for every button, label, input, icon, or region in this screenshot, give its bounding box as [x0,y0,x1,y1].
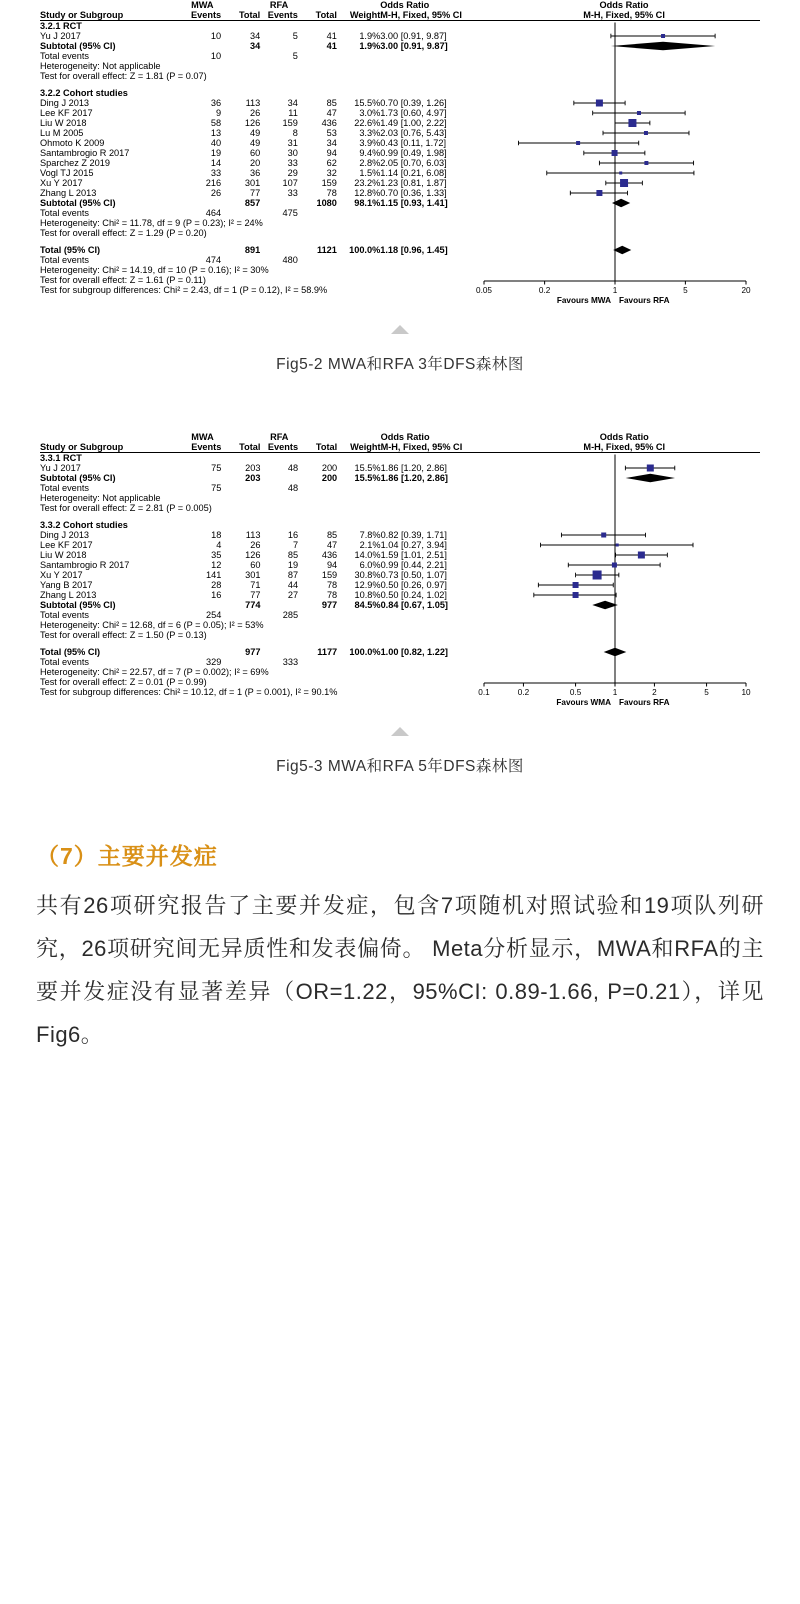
row-total1: 113 [245,98,261,108]
row-total2: 78 [326,590,338,600]
row-total1: 34 [249,31,261,41]
row-study: Ding J 2013 [40,530,90,540]
row-weight: 12.9% [354,580,381,590]
row-events2: 48 [287,463,299,473]
row-events2 [260,245,298,255]
header-or-sub: M-H, Fixed, 95% CI [380,442,463,452]
row-total2: 41 [326,41,337,51]
total-events-row: Total events 10 5 [40,51,298,61]
row-events2: 33 [287,158,298,168]
header-plot-sub: M-H, Fixed, 95% CI [583,10,665,20]
row-events2: 44 [287,580,299,590]
subgroup-heading-row [40,520,760,530]
table-row [40,98,760,108]
row-study: Ding J 2013 [40,98,90,108]
table-row [40,178,760,188]
row-weight: 30.8% [354,570,381,580]
row-weight: 10.8% [354,590,381,600]
row-events1 [184,600,222,610]
row-total1: 301 [244,178,261,188]
row-or-ci: 0.70 [0.39, 1.26] [380,98,447,108]
row-total2: 32 [326,168,337,178]
table-header-groups [40,0,760,10]
header-group2: RFA [269,0,289,10]
row-weight: 1.9% [359,41,381,51]
svg-text:10: 10 [741,688,751,697]
svg-text:0.2: 0.2 [538,286,551,295]
row-total2: 1177 [317,647,338,657]
table-header-cols [40,10,760,21]
row-events1: 58 [210,118,222,128]
row-total1: 857 [244,198,261,208]
row-or-ci: 1.49 [1.00, 2.22] [380,118,447,128]
row-or-ci: 0.82 [0.39, 1.71] [380,530,447,540]
row-events1: 26 [210,188,222,198]
table-header-cols [40,442,760,453]
row-study: Liu W 2018 [40,550,87,560]
statistic-note-row: Test for overall effect: Z = 0.01 (P = 0.99) [40,677,207,687]
header-or: Odds Ratio [380,0,430,10]
table-row [40,600,760,610]
axis-spacer [40,295,760,299]
row-total2: 78 [326,580,338,590]
row-total1: 49 [249,138,261,148]
row-total2: 53 [326,128,337,138]
row-study: Santambrogio R 2017 [40,148,130,158]
row-events1: 35 [211,550,222,560]
row-or-ci: 1.59 [1.01, 2.51] [380,550,447,560]
row-weight: 15.5% [354,98,381,108]
row-events1 [184,41,222,51]
row-events2: 87 [287,570,299,580]
row-weight: 22.6% [354,118,381,128]
row-total1: 34 [249,41,261,51]
row-study: Xu Y 2017 [40,178,83,188]
row-total2: 200 [321,473,338,483]
header-weight: Weight [350,442,381,452]
row-events2: 159 [282,118,298,128]
table-row [40,128,760,138]
section-paragraph: 共有26项研究报告了主要并发症，包含7项随机对照试验和19项队列研究，26项研究间无异质性和发表偏倚。 Meta分析显示，MWA和RFA的主要并发症没有显著差异（OR=1.22，95%CI: 0.89-1.66, P=0.21），详见Fig6。 [36,893,764,1047]
row-events2: 85 [287,550,299,560]
row-events2 [260,473,298,483]
header-events1: Events [191,442,222,452]
row-weight: 15.5% [354,473,381,483]
subgroup-title: 3.3.1 RCT [40,453,82,463]
header-study: Study or Subgroup [40,442,124,452]
row-total1: 77 [249,188,261,198]
row-study: Ohmoto K 2009 [40,138,105,148]
subgroup-heading-row [40,88,760,98]
table-row [40,108,760,118]
row-weight: 1.5% [359,168,381,178]
statistic-note-row: Test for overall effect: Z = 1.29 (P = 0.20) [40,228,207,238]
svg-text:0.5: 0.5 [569,688,582,697]
row-total1: 20 [249,158,261,168]
row-or-ci: 1.00 [0.82, 1.22] [380,647,448,657]
figure-fig5-2 [0,0,800,374]
row-total2: 159 [321,570,338,580]
row-total1: 71 [250,580,261,590]
statistic-note-row: Heterogeneity: Not applicable [40,61,161,71]
row-total1: 977 [245,647,261,657]
table-row [40,198,760,208]
row-events1 [184,245,222,255]
row-or-ci: 0.99 [0.44, 2.21] [380,560,447,570]
row-total2: 1080 [316,198,337,208]
subgroup-heading-row [40,453,760,464]
row-events2: 19 [287,560,299,570]
table-row [40,245,760,255]
table-row [40,158,760,168]
row-total2: 78 [326,188,337,198]
row-events1 [184,647,222,657]
row-study: Subtotal (95% CI) [40,198,116,208]
row-total1: 26 [250,540,261,550]
table-row [40,118,760,128]
row-total2: 436 [321,118,337,128]
row-total2: 94 [326,560,338,570]
row-total1: 126 [244,118,261,128]
row-events2: 5 [292,31,298,41]
svg-text:5: 5 [704,688,709,697]
row-study: Yu J 2017 [40,31,81,41]
scroll-up-triangle-2 [391,727,409,736]
row-study: Lu M 2005 [40,128,84,138]
row-or-ci: 1.18 [0.96, 1.45] [380,245,448,255]
header-events1: Events [191,10,222,20]
row-total1: 891 [244,245,261,255]
row-events1: 18 [211,530,222,540]
row-study: Subtotal (95% CI) [40,41,116,51]
row-total2: 85 [326,98,337,108]
svg-text:Favours RFA: Favours RFA [619,296,670,305]
row-weight: 100.0% [349,647,381,657]
row-study: Zhang L 2013 [40,188,97,198]
row-total1: 60 [249,148,261,158]
row-events2: 31 [287,138,298,148]
row-events2 [260,41,298,51]
statistic-note-row: Test for overall effect: Z = 1.61 (P = 0.11) [40,275,206,285]
row-events1: 19 [210,148,222,158]
row-total2: 41 [326,31,337,41]
forest-plot-5year [40,432,760,727]
table-row [40,148,760,158]
table-row [40,580,760,590]
row-weight: 3.0% [359,108,381,118]
row-weight: 15.5% [354,463,381,473]
row-total2: 85 [326,530,338,540]
row-events1: 10 [210,31,222,41]
row-events1 [184,198,222,208]
row-events2: 16 [287,530,299,540]
row-events2: 29 [287,168,298,178]
figure-caption-2: Fig5-3 MWA和RFA 5年DFS森林图 [276,758,524,775]
row-or-ci: 0.50 [0.26, 0.97] [380,580,447,590]
spacer-row [40,640,760,647]
row-or-ci: 0.73 [0.50, 1.07] [380,570,447,580]
spacer-row [40,81,760,88]
row-events1 [184,473,222,483]
row-weight: 6.0% [359,560,381,570]
header-group1: MWA [191,0,214,10]
axis-spacer [40,697,760,701]
header-group1: MWA [191,432,214,442]
row-weight: 9.4% [359,148,381,158]
row-events1: 28 [211,580,222,590]
row-events2: 11 [288,108,298,118]
svg-text:Favours MWA: Favours MWA [556,296,611,305]
row-or-ci: 1.73 [0.60, 4.97] [380,108,447,118]
row-total1: 36 [249,168,261,178]
header-plot-sub: M-H, Fixed, 95% CI [583,442,666,452]
row-weight: 7.8% [359,530,381,540]
table-header-groups [40,432,760,442]
svg-text:2: 2 [652,688,657,697]
row-or-ci: 1.86 [1.20, 2.86] [380,463,447,473]
table-row [40,590,760,600]
row-weight: 23.2% [354,178,381,188]
row-events2 [260,647,298,657]
row-or-ci: 2.03 [0.76, 5.43] [380,128,447,138]
row-total1: 203 [245,463,261,473]
svg-text:0.1: 0.1 [478,688,490,697]
table-row [40,168,760,178]
statistic-note-row: Test for overall effect: Z = 1.50 (P = 0.13) [40,630,207,640]
row-events2: 107 [282,178,298,188]
row-total2: 436 [321,550,338,560]
row-events1: 36 [210,98,222,108]
row-study: Subtotal (95% CI) [40,473,116,483]
header-events2: Events [267,442,299,452]
figure-fig5-3 [0,432,800,776]
statistic-note-row: Heterogeneity: Chi² = 11.78, df = 9 (P = 0.23); I² = 24% [40,218,263,228]
table-row [40,540,760,550]
row-or-ci: 0.43 [0.11, 1.72] [380,138,446,148]
row-events2: 8 [292,128,298,138]
row-events1: 216 [205,178,222,188]
row-study: Xu Y 2017 [40,570,83,580]
total-events-row: Total events 474 480 [40,255,298,265]
row-or-ci: 1.04 [0.27, 3.94] [380,540,447,550]
row-events2 [260,600,298,610]
table-row [40,41,760,51]
spacer-row [40,513,760,520]
header-total1: Total [239,442,261,452]
row-events1: 12 [211,560,222,570]
total-events-row: Total events 75 48 [40,483,299,493]
row-total2: 159 [321,178,337,188]
row-total1: 774 [245,600,261,610]
row-total1: 77 [250,590,261,600]
statistic-note-row: Test for overall effect: Z = 1.81 (P = 0.07) [40,71,207,81]
row-weight: 84.5% [354,600,381,610]
row-study: Lee KF 2017 [40,108,93,118]
scroll-up-triangle-1 [391,325,409,334]
svg-text:1: 1 [612,688,618,697]
table-row [40,138,760,148]
table-row [40,473,760,483]
row-total1: 203 [245,473,261,483]
row-events2: 34 [287,98,298,108]
subgroup-heading-row [40,21,760,32]
header-weight: Weight [349,10,381,20]
row-study: Zhang L 2013 [40,590,97,600]
row-total1: 301 [245,570,261,580]
row-events1: 9 [216,108,222,118]
row-total2: 47 [326,540,338,550]
row-or-ci: 3.00 [0.91, 9.87] [380,31,447,41]
row-study: Total (95% CI) [40,245,101,255]
row-or-ci: 1.23 [0.81, 1.87] [380,178,447,188]
header-total2: Total [315,442,338,452]
subgroup-title: 3.3.2 Cohort studies [40,520,128,530]
subgroup-title: 3.2.2 Cohort studies [40,88,128,98]
header-plot-or: Odds Ratio [599,0,649,10]
svg-text:Favours WMA: Favours WMA [556,698,611,707]
row-or-ci: 0.50 [0.24, 1.02] [380,590,447,600]
row-study: Lee KF 2017 [40,540,93,550]
row-study: Yu J 2017 [40,463,81,473]
row-weight: 2.1% [359,540,381,550]
row-or-ci: 0.99 [0.49, 1.98] [380,148,447,158]
row-total1: 126 [245,550,261,560]
header-or: Odds Ratio [380,432,430,442]
row-events1: 141 [205,570,222,580]
row-events1: 16 [211,590,222,600]
row-or-ci: 1.15 [0.93, 1.41] [380,198,448,208]
row-weight: 100.0% [349,245,381,255]
row-events2: 7 [292,540,299,550]
svg-text:1: 1 [612,286,618,295]
header-total1: Total [238,10,261,20]
table-row [40,31,760,41]
row-events1: 14 [210,158,222,168]
table-row [40,560,760,570]
row-weight: 12.8% [354,188,381,198]
row-events2 [260,198,298,208]
svg-text:0.05: 0.05 [476,286,492,295]
header-plot-or: Odds Ratio [599,432,649,442]
row-weight: 98.1% [354,198,381,208]
statistic-note-row: Test for subgroup differences: Chi² = 10.12, df = 1 (P = 0.001), I² = 90.1% [40,687,338,697]
row-study: Liu W 2018 [40,118,87,128]
row-study: Total (95% CI) [40,647,101,657]
table-row [40,550,760,560]
row-events1: 13 [210,128,222,138]
header-study: Study or Subgroup [40,10,124,20]
table-row [40,188,760,198]
statistic-note-row: Heterogeneity: Not applicable [40,493,161,503]
row-events1: 4 [216,540,222,550]
row-weight: 1.9% [359,31,381,41]
forest-table [40,432,760,701]
row-study: Vogl TJ 2015 [40,168,94,178]
svg-text:20: 20 [741,286,751,295]
total-events-row: Total events 254 285 [40,610,299,620]
row-study: Subtotal (95% CI) [40,600,116,610]
table-row [40,570,760,580]
header-total2: Total [315,10,337,20]
statistic-note-row: Heterogeneity: Chi² = 12.68, df = 6 (P = 0.05); I² = 53% [40,620,264,630]
row-total2: 94 [326,148,337,158]
forest-table [40,0,760,299]
statistic-note-row: Test for subgroup differences: Chi² = 2.43, df = 1 (P = 0.12), I² = 58.9% [40,285,328,295]
row-total2: 1121 [316,245,337,255]
row-events1: 75 [211,463,222,473]
row-events2: 30 [287,148,298,158]
row-total1: 26 [249,108,261,118]
row-events2: 33 [287,188,298,198]
row-or-ci: 1.86 [1.20, 2.86] [380,473,448,483]
header-or-sub: M-H, Fixed, 95% CI [380,10,462,20]
row-total2: 62 [326,158,337,168]
total-events-row: Total events 464 475 [40,208,298,218]
row-study: Santambrogio R 2017 [40,560,130,570]
row-total2: 200 [321,463,338,473]
row-weight: 14.0% [354,550,381,560]
svg-text:Favours RFA: Favours RFA [619,698,670,707]
row-total1: 113 [245,530,261,540]
total-events-row: Total events 329 333 [40,657,299,667]
table-row [40,463,760,473]
row-or-ci: 1.14 [0.21, 6.08] [380,168,447,178]
statistic-note-row: Test for overall effect: Z = 2.81 (P = 0.005) [40,503,212,513]
row-weight: 2.8% [359,158,381,168]
subgroup-title: 3.2.1 RCT [40,21,82,31]
figure-caption-1: Fig5-2 MWA和RFA 3年DFS森林图 [276,356,524,373]
row-total2: 34 [326,138,337,148]
table-row [40,530,760,540]
row-events1: 40 [210,138,222,148]
statistic-note-row: Heterogeneity: Chi² = 22.57, df = 7 (P = 0.002); I² = 69% [40,667,269,677]
row-or-ci: 2.05 [0.70, 6.03] [380,158,447,168]
row-total2: 47 [326,108,337,118]
row-or-ci: 0.84 [0.67, 1.05] [380,600,448,610]
header-events2: Events [267,10,298,20]
svg-text:5: 5 [683,286,688,295]
table-row [40,647,760,657]
row-weight: 3.3% [359,128,381,138]
row-total2: 977 [321,600,338,610]
row-weight: 3.9% [359,138,381,148]
row-total1: 49 [249,128,261,138]
row-study: Yang B 2017 [40,580,93,590]
statistic-note-row: Heterogeneity: Chi² = 14.19, df = 10 (P = 0.16); I² = 30% [40,265,269,275]
row-study: Sparchez Z 2019 [40,158,110,168]
section-heading: （7）主要并发症 [36,843,218,869]
header-group2: RFA [270,432,289,442]
row-events1: 33 [210,168,222,178]
row-or-ci: 3.00 [0.91, 9.87] [380,41,448,51]
row-events2: 27 [287,590,299,600]
row-or-ci: 0.70 [0.36, 1.33] [380,188,447,198]
forest-plot-3year [40,0,760,325]
spacer-row [40,238,760,245]
svg-text:0.2: 0.2 [517,688,530,697]
row-total1: 60 [250,560,261,570]
